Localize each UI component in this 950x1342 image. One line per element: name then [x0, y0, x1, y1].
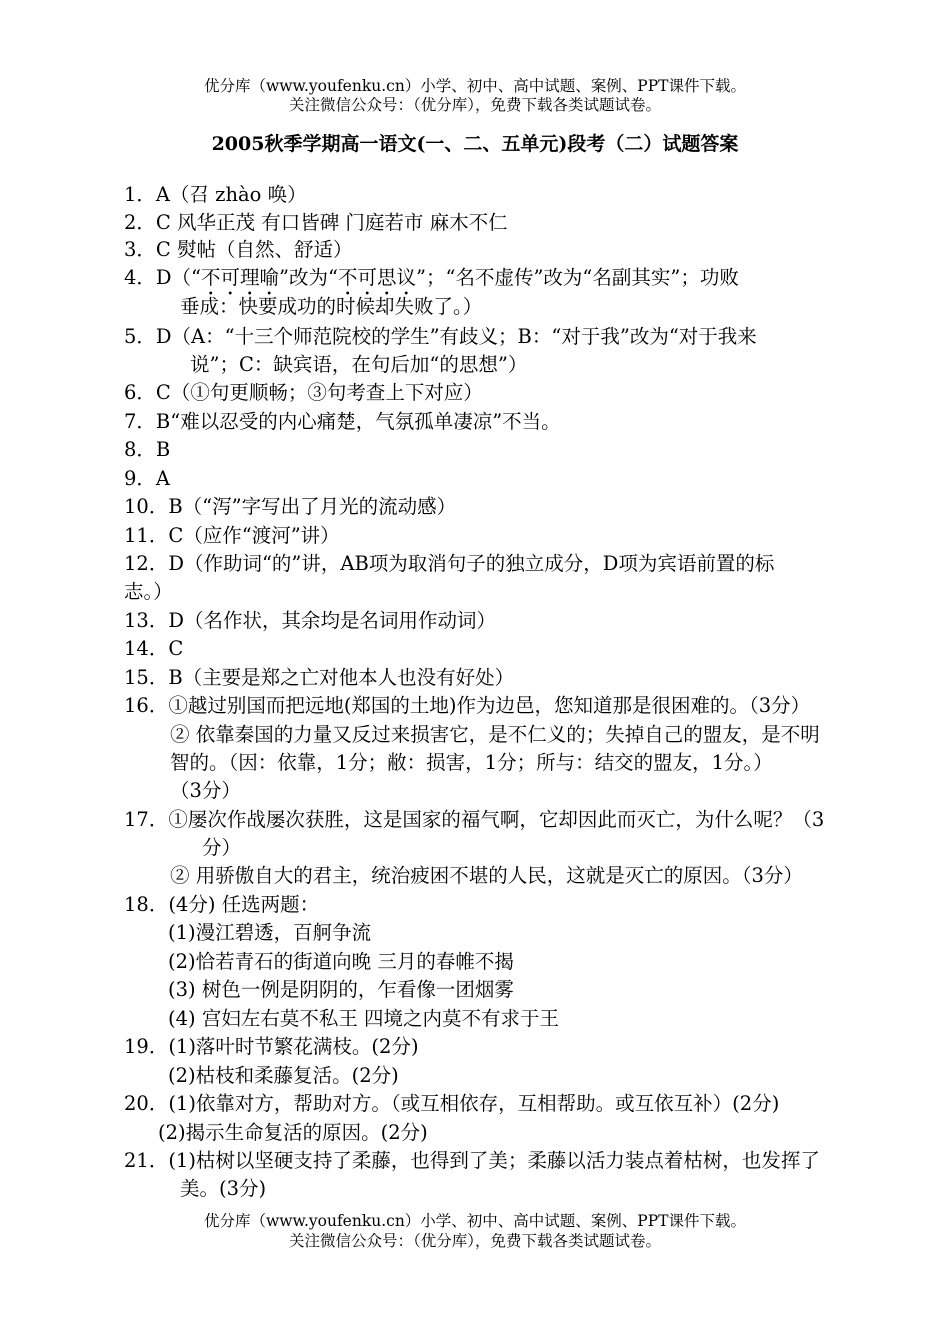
answer-18-item-1: (1)漫江碧透，百舸争流 — [168, 921, 372, 944]
answer-17-line-3: ② 用骄傲自大的君主，统治疲困不堪的人民，这就是灭亡的原因。（3分） — [170, 864, 803, 887]
answer-16-line-2: ② 依靠秦国的力量又反过来损害它，是不仁义的；失掉自己的盟友，是不明 — [170, 723, 820, 746]
answer-19-line-1: 19．(1)落叶时节繁花满枝。(2分) — [124, 1035, 419, 1058]
answer-11: 11．C（应作“渡河”讲） — [124, 524, 340, 547]
answer-16-line-3: 智的。（因：依靠，1分；敝：损害，1分；所与：结交的盟友，1分。） — [170, 751, 773, 774]
answer-4-middle: ”改为“ — [279, 266, 338, 289]
answer-13: 13．D（名作状，其余均是名词用作动词） — [124, 609, 496, 632]
answer-6: 6．C（①句更顺畅；③句考查上下对应） — [124, 381, 483, 404]
footer-line-2: 关注微信公众号：（优分库），免费下载各类试题试卷。 — [288, 1232, 661, 1250]
answer-12-continued: 志。） — [124, 580, 173, 603]
answer-18-heading: 18．(4分) 任选两题： — [124, 893, 320, 916]
answer-1: 1．A（召 zhào 唤） — [124, 183, 307, 206]
answer-18-item-2: (2)恰若青石的街道向晚 三月的春帷不揭 — [168, 950, 514, 973]
answer-4-suffix: ”；“名不虚传”改为“名副其实”；功败 — [416, 266, 739, 289]
answer-19-line-2: (2)枯枝和柔藤复活。(2分) — [168, 1064, 399, 1087]
answer-16-line-1: 16．①越过别国而把远地(郑国的土地)作为边邑，您知道那是很困难的。（3分） — [124, 694, 811, 717]
answer-21-line-1: 21．(1)枯树以坚硬支持了柔藤，也得到了美；柔藤以活力装点着枯树，也发挥了 — [124, 1149, 820, 1172]
answer-10: 10．B（“泻”字写出了月光的流动感） — [124, 495, 457, 518]
header-line-1: 优分库（www.youfenku.cn）小学、初中、高中试题、案例、PPT课件下载。 — [203, 77, 747, 95]
answer-21-line-2: 美。(3分) — [180, 1177, 267, 1200]
page-title: 2005秋季学期高一语文(一、二、五单元)段考（二）试题答案 — [211, 133, 739, 155]
answer-4-continued: 垂成：快要成功的时候却失败了。） — [180, 295, 483, 318]
header-line-2: 关注微信公众号：（优分库），免费下载各类试题试卷。 — [288, 96, 661, 114]
answer-18-item-4: (4) 宫妇左右莫不私王 四境之内莫不有求于王 — [168, 1007, 560, 1030]
answer-15: 15．B（主要是郑之亡对他本人也没有好处） — [124, 666, 515, 689]
footer-line-1: 优分库（www.youfenku.cn）小学、初中、高中试题、案例、PPT课件下载。 — [203, 1212, 747, 1230]
answer-17-line-1: 17．①屡次作战屡次获胜，这是国家的福气啊，它却因此而灭亡，为什么呢？（3 — [124, 808, 825, 831]
answer-4-prefix: 4．D（“ — [124, 266, 202, 289]
answer-17-line-2: 分） — [202, 836, 242, 859]
answer-14: 14．C — [124, 637, 184, 660]
answer-9: 9．A — [124, 467, 170, 490]
answer-16-line-4: （3分） — [170, 779, 241, 802]
answer-12: 12．D（作助词“的”讲，AB项为取消句子的独立成分，D项为宾语前置的标 — [124, 552, 775, 575]
answer-8: 8．B — [124, 438, 171, 461]
answer-5: 5．D（A：“十三个师范院校的学生”有歧义；B：“对于我”改为“对于我来 — [124, 325, 757, 348]
answer-3: 3．C 熨帖（自然、舒适） — [124, 238, 353, 261]
answer-5-continued: 说”；C：缺宾语，在句后加“的思想”） — [190, 353, 528, 376]
answer-2: 2．C 风华正茂 有口皆碑 门庭若市 麻木不仁 — [124, 211, 508, 234]
answer-4-word-1: 不可理喻 — [201, 266, 280, 289]
answer-18-item-3: (3) 树色一例是阴阴的，乍看像一团烟雾 — [168, 978, 514, 1001]
answer-20-line-1: 20．(1)依靠对方，帮助对方。（或互相依存，互相帮助。或互依互补）(2分) — [124, 1092, 780, 1115]
answer-20-line-2: (2)揭示生命复活的原因。(2分) — [158, 1121, 428, 1144]
answer-7: 7．B“难以忍受的内心痛楚，气氛孤单凄凉”不当。 — [124, 410, 561, 433]
answer-4-word-2: 不可思议 — [337, 266, 416, 289]
